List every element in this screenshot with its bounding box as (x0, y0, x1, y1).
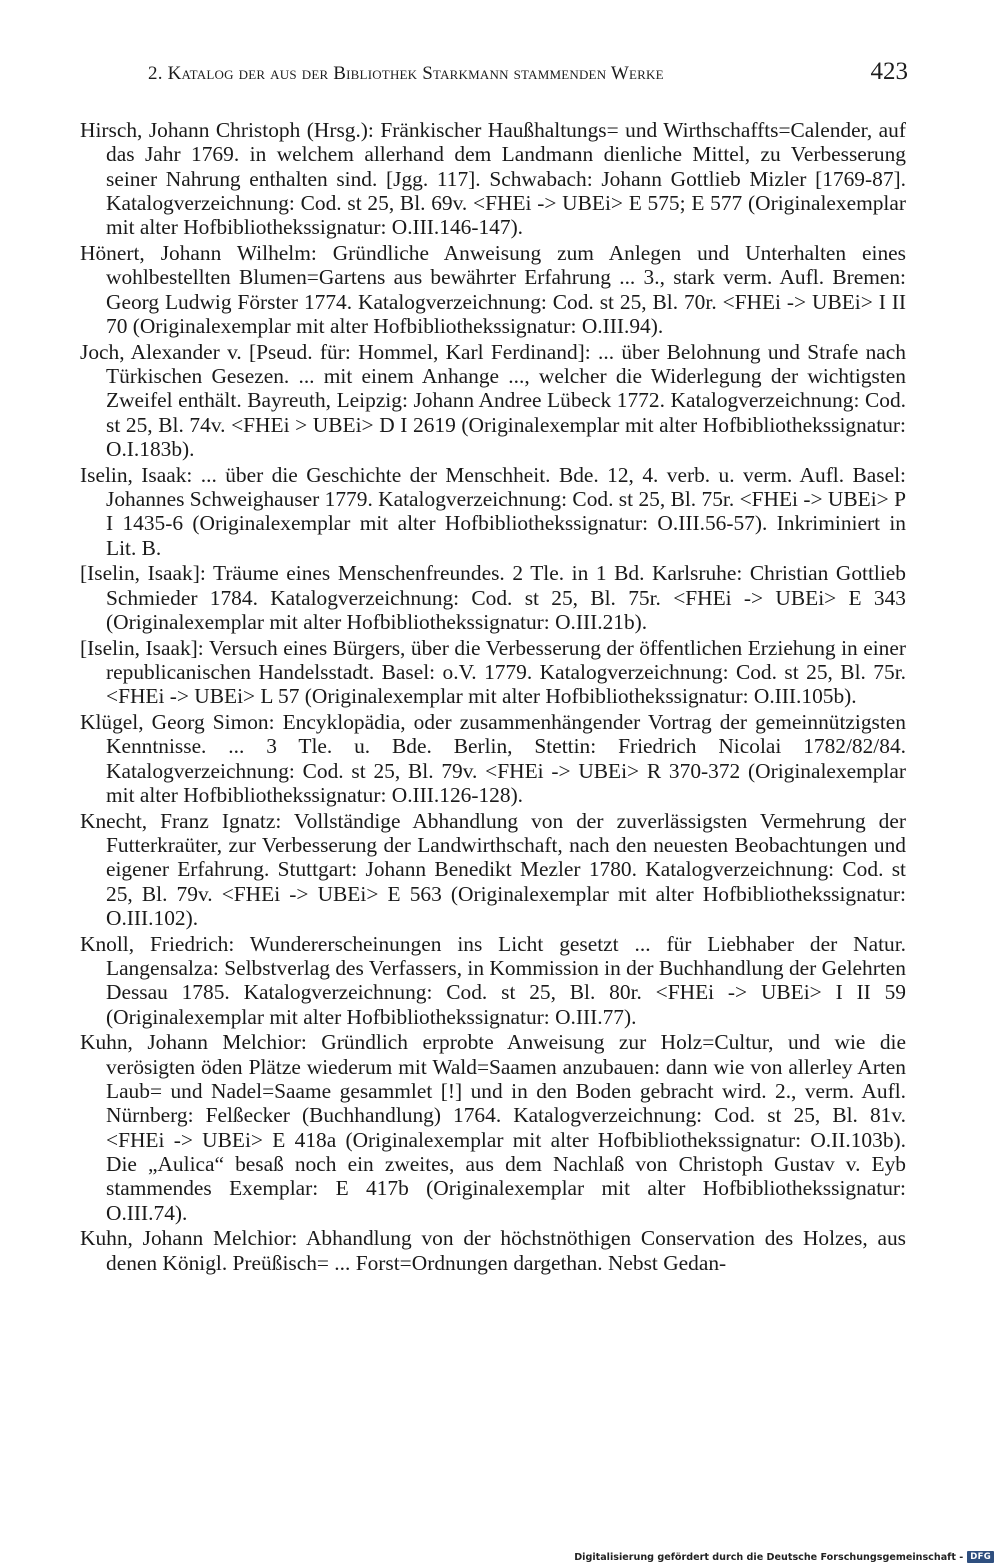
dfg-logo: DFG (967, 1551, 994, 1563)
catalog-entry: Knoll, Friedrich: Wundererscheinungen ins Licht gesetzt ... für Liebhaber der Natur. Langensalza: Selbstverlag des Verfassers, in Kommission in der Buchhandlung der Gelehrten Dessau 1785. Katalogverzeichnung: Cod. st 25, Bl. 80r. <FHEi -> UBEi> I II 59 (Originalexemplar mit alter Hofbibliothekssignatur: O.III.77). (80, 931, 906, 1029)
catalog-entry: Hirsch, Johann Christoph (Hrsg.): Fränkischer Haußhaltungs= und Wirthschaffts=Calender, auf das Jahr 1769. in welchem allerhand dem Landmann dienliche Mittel, zu Verbesserung seiner Nahrung enthalten sind. [Jgg. 117]. Schwabach: Johann Gottlieb Mizler [1769-87]. Katalogverzeichnung: Cod. st 25, Bl. 69v. <FHEi -> UBEi> E 575; E 577 (Originalexemplar mit alter Hofbibliothekssignatur: O.III.146-147). (80, 118, 906, 240)
catalog-entry: [Iselin, Isaak]: Versuch eines Bürgers, über die Verbesserung der öffentlichen Erziehung in einer republicanischen Handelsstadt. Basel: o.V. 1779. Katalogverzeichnung: Cod. st 25, Bl. 75r. <FHEi -> UBEi> L 57 (Originalexemplar mit alter Hofbibliothekssignatur: O.III.105b). (80, 635, 906, 709)
catalog-entry: [Iselin, Isaak]: Träume eines Menschenfreundes. 2 Tle. in 1 Bd. Karlsruhe: Christian Gottlieb Schmieder 1784. Katalogverzeichnung: Cod. st 25, Bl. 75r. <FHEi -> UBEi> E 343 (Originalexemplar mit alter Hofbibliothekssignatur: O.III.21b). (80, 561, 906, 634)
catalog-entry: Joch, Alexander v. [Pseud. für: Hommel, Karl Ferdinand]: ... über Belohnung und Strafe nach Türkischen Gesezen. ... mit einem Anhange ..., welcher die Widerlegung der wichtigsten Zweifel enthält. Bayreuth, Leipzig: Johann Andree Lübeck 1772. Katalogverzeichnung: Cod. st 25, Bl. 74v. <FHEi > UBEi> D I 2619 (Originalexemplar mit alter Hofbibliothekssignatur: O.I.183b). (80, 339, 906, 461)
credit-text: Digitalisierung gefördert durch die Deutsche Forschungsgemeinschaft - (574, 1551, 964, 1563)
catalog-entry: Iselin, Isaak: ... über die Geschichte der Menschheit. Bde. 12, 4. verb. u. verm. Aufl. Basel: Johannes Schweighauser 1779. Katalogverzeichnung: Cod. st 25, Bl. 75r. <FHEi -> UBEi> P I 1435-6 (Originalexemplar mit alter Hofbibliothekssignatur: O.III.56-57). Inkriminiert in Lit. B. (80, 462, 906, 560)
catalog-entries (80, 118, 906, 1276)
running-head (148, 58, 908, 92)
catalog-entry: Kuhn, Johann Melchior: Abhandlung von der höchstnöthigen Conservation des Holzes, aus denen Königl. Preüßisch= ... Forst=Ordnungen dargethan. Nebst Gedan- (80, 1226, 906, 1275)
catalog-entry: Knecht, Franz Ignatz: Vollständige Abhandlung von der zuverlässigsten Vermehrung der Futterkraüter, zur Verbesserung der Landwirthschaft, nach den neuesten Beobachtungen und eigener Erfahrung. Stuttgart: Johann Benedikt Mezler 1780. Katalogverzeichnung: Cod. st 25, Bl. 79v. <FHEi -> UBEi> E 563 (Originalexemplar mit alter Hofbibliothekssignatur: O.III.102). (80, 808, 906, 930)
catalog-entry: Hönert, Johann Wilhelm: Gründliche Anweisung zum Anlegen und Unterhalten eines wohlbestellten Blumen=Gartens aus bewährter Erfahrung ... 3., stark verm. Aufl. Bremen: Georg Ludwig Förster 1774. Katalogverzeichnung: Cod. st 25, Bl. 70r. <FHEi -> UBEi> I II 70 (Originalexemplar mit alter Hofbibliothekssignatur: O.III.94). (80, 240, 906, 338)
catalog-entry: Kuhn, Johann Melchior: Gründlich erprobte Anweisung zur Holz=Cultur, und wie die verösigten öden Plätze wiederum mit Wald=Saamen anzubauen: dann wie von allerley Arten Laub= und Nadel=Saame gesammlet [!] und in den Boden gebracht wird. 2., verm. Aufl. Nürnberg: Felßecker (Buchhandlung) 1764. Katalogverzeichnung: Cod. st 25, Bl. 81v. <FHEi -> UBEi> E 418a (Originalexemplar mit alter Hofbibliothekssignatur: O.II.103b). Die „Aulica“ besaß noch ein zweites, aus dem Nachlaß von Christoph Gustav v. Eyb stammendes Exemplar: E 417b (Originalexemplar mit alter Hofbibliothekssignatur: O.III.74). (80, 1030, 906, 1225)
catalog-entry: Klügel, Georg Simon: Encyklopädia, oder zusammenhängender Vortrag der gemeinnützigsten Kenntnisse. ... 3 Tle. u. Bde. Berlin, Stettin: Friedrich Nicolai 1782/82/84. Katalogverzeichnung: Cod. st 25, Bl. 79v. <FHEi -> UBEi> R 370-372 (Originalexemplar mit alter Hofbibliothekssignatur: O.III.126-128). (80, 710, 906, 808)
running-title: 2. Katalog der aus der Bibliothek Starkmann stammenden Werke (148, 63, 664, 84)
digitization-credit (574, 1551, 994, 1563)
page-number: 423 (870, 58, 908, 85)
